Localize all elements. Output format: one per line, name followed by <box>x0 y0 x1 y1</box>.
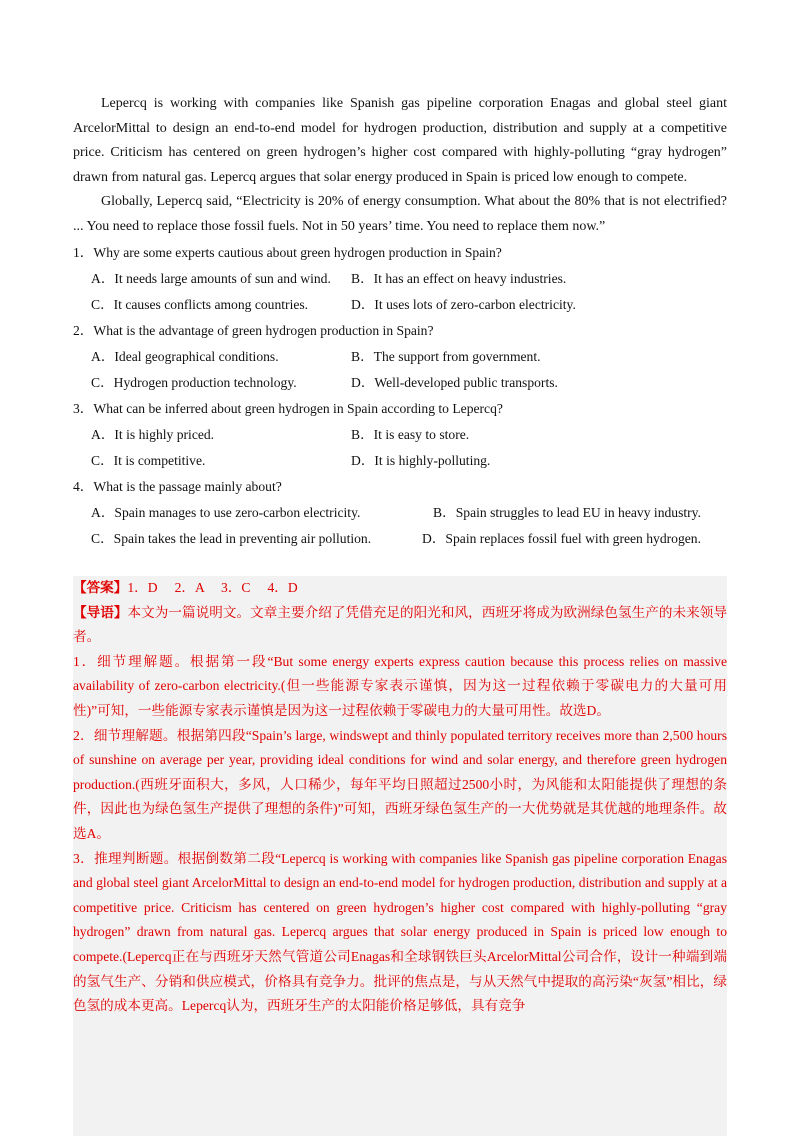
option: C．It causes conflicts among countries. <box>91 296 309 312</box>
explanation-2: 2．细节理解题。根据第四段“Spain’s large, windswept and thinly populated territory receives more than 2,500 hours of sunshine on average per year, providing ideal conditions for wind and solar energy, and therefore green hydrogen production.(西班牙面积大，多风，人口稀少，每年平均日照超过2500小时，为风能和太阳能提供了理想的条件，因此也为绿色氢生产提供了理想的条件)”可知，西班牙绿色氢生产的一大优势就是其优越的地理条件。故选A。 <box>73 727 727 841</box>
explanation-3: 3．推理判断题。根据倒数第二段“Lepercq is working with companies like Spanish gas pipeline corporation Enagas and global steel giant ArcelorMittal to design an end-to-end model for hydrogen production, distribution and supply at a competitive price. Criticism has centered on green hydrogen’s higher cost compared with highly-polluting “gray hydrogen” drawn from natural gas. Lepercq argues that solar energy produced in Spain is priced low enough to compete.(Lepercq正在与西班牙天然气管道公司Enagas和全球钢铁巨头ArcelorMittal公司合作，设计一种端到端的氢气生产、分销和供应模式，价格具有竞争力。批评的焦点是，与从天然气中提取的高污染“灰氢”相比，绿色氢的成本更高。Lepercq认为，西班牙生产的太阳能价格足够低，具有竞争 <box>73 850 727 1014</box>
option: D．It is highly-polluting. <box>351 452 491 468</box>
option-row <box>91 500 727 526</box>
option: B．It is easy to store. <box>351 426 470 442</box>
passage <box>73 92 727 552</box>
paragraph: Globally, Lepercq said, “Electricity is 20% of energy consumption. What about the 80% that is not electrified? ... You need to replace those fossil fuels. Not in 50 years’ time. You need to replace them now.” <box>73 194 727 234</box>
answer-line <box>73 576 727 601</box>
option: C．Spain takes the lead in preventing air pollution. <box>91 530 372 546</box>
option: B．It has an effect on heavy industries. <box>351 270 567 286</box>
question-stem: 1．Why are some experts cautious about green hydrogen production in Spain? <box>73 244 502 260</box>
options <box>73 344 727 396</box>
intro-text: 本文为一篇说明文。文章主要介绍了凭借充足的阳光和风，西班牙将成为欧洲绿色氢生产的未来领导者。 <box>73 604 728 645</box>
options <box>73 266 727 318</box>
option: A．Ideal geographical conditions. <box>91 348 279 364</box>
answer-key: 1．D 2．A 3．C 4．D <box>127 580 298 595</box>
option: A．It needs large amounts of sun and wind. <box>91 270 331 286</box>
intro-tag: 【导语】 <box>73 604 128 620</box>
options <box>73 500 727 552</box>
intro-line <box>73 601 727 650</box>
option-row <box>91 526 727 552</box>
question-stem: 3．What can be inferred about green hydrogen in Spain according to Lepercq? <box>73 400 503 416</box>
option: B．Spain struggles to lead EU in heavy industry. <box>433 504 701 520</box>
option: D．Spain replaces fossil fuel with green hydrogen. <box>422 530 701 546</box>
option: B．The support from government. <box>351 348 541 364</box>
explanation-1: 1．细节理解题。根据第一段“But some energy experts express caution because this process relies on massive availability of zero-carbon electricity.(但一些能源专家表示谨慎，因为这一过程依赖于零碳电力的大量可用性)”可知，一些能源专家表示谨慎是因为这一过程依赖于零碳电力的大量可用性。故选D。 <box>73 653 727 718</box>
answer-section <box>73 576 727 1136</box>
option: C．It is competitive. <box>91 452 206 468</box>
question-stem: 2．What is the advantage of green hydrogen production in Spain? <box>73 322 434 338</box>
option: C．Hydrogen production technology. <box>91 374 297 390</box>
option: A．Spain manages to use zero-carbon electricity. <box>91 504 361 520</box>
question-stem: 4．What is the passage mainly about? <box>73 478 282 494</box>
answer-tag: 【答案】 <box>73 580 128 595</box>
options <box>73 422 727 474</box>
option: D．It uses lots of zero-carbon electricity. <box>351 296 576 312</box>
option: D．Well-developed public transports. <box>351 374 558 390</box>
paragraph: Lepercq is working with companies like Spanish gas pipeline corporation Enagas and global steel giant ArcelorMittal to design an end-to-end model for hydrogen production, distribution and supply at a competitive price. Criticism has centered on green hydrogen’s higher cost compared with highly-polluting “gray hydrogen” drawn from natural gas. Lepercq argues that solar energy produced in Spain is priced low enough to compete. <box>73 96 727 185</box>
option: A．It is highly priced. <box>91 426 215 442</box>
